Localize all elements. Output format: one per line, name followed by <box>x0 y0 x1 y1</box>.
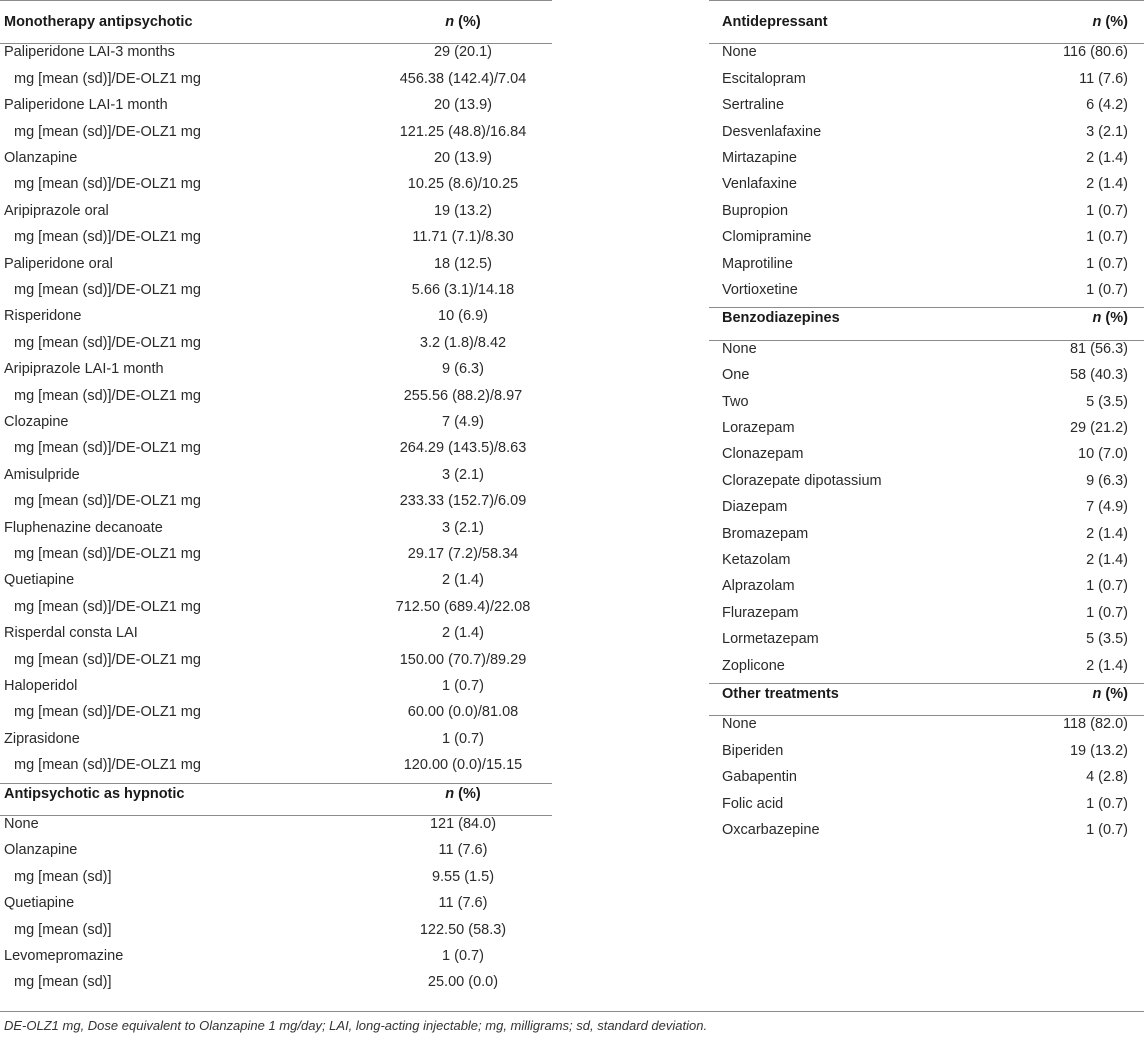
table-row <box>709 441 1144 467</box>
cell-value: 1 (0.7) <box>442 678 484 694</box>
row-label: Clonazepam <box>722 446 804 463</box>
section-header-label: Monotherapy antipsychotic <box>4 14 193 30</box>
table-row <box>0 409 552 435</box>
table-row <box>709 547 1144 573</box>
section-header-label: Antidepressant <box>722 14 828 30</box>
table-row <box>0 890 552 916</box>
row-label: mg [mean (sd)] <box>14 868 112 885</box>
column-header-n: n <box>1092 686 1102 702</box>
column-header-percent: (%) <box>454 785 481 802</box>
row-label: Olanzapine <box>4 150 78 166</box>
cell-value: 2 (1.4) <box>442 625 484 642</box>
column-header-percent: (%) <box>454 14 481 30</box>
column-header-n: n <box>445 14 455 30</box>
table-row <box>0 969 552 995</box>
row-label: Zoplicone <box>722 657 785 674</box>
table-row <box>0 620 552 646</box>
row-label: Mirtazapine <box>722 150 797 166</box>
table-row <box>709 738 1144 764</box>
row-label: Lormetazepam <box>722 631 819 648</box>
row-label: mg [mean (sd)]/DE-OLZ1 mg <box>14 546 201 562</box>
table-row <box>709 389 1144 415</box>
row-label: Levomepromazine <box>4 948 124 964</box>
cell-value: 19 (13.2) <box>433 202 493 219</box>
section-header-row <box>709 681 1144 707</box>
row-label: mg [mean (sd)]/DE-OLZ1 mg <box>14 282 201 298</box>
table-row <box>0 435 552 461</box>
row-label: mg [mean (sd)]/DE-OLZ1 mg <box>14 440 201 457</box>
table-row <box>709 600 1144 626</box>
row-label: Desvenlafaxine <box>722 123 822 140</box>
table-row <box>0 515 552 541</box>
table-row <box>0 92 552 118</box>
cell-value: 150.00 (70.7)/89.29 <box>399 651 527 668</box>
table-row <box>0 567 552 593</box>
row-label: mg [mean (sd)]/DE-OLZ1 mg <box>14 123 201 140</box>
cell-value: 122.50 (58.3) <box>419 921 507 938</box>
cell-value: 121.25 (48.8)/16.84 <box>399 123 527 140</box>
cell-value: 255.56 (88.2)/8.97 <box>403 387 523 404</box>
row-label: Clorazepate dipotassium <box>722 472 882 489</box>
row-label: Diazepam <box>722 499 788 516</box>
table-row <box>0 383 552 409</box>
section-header-row <box>0 9 552 35</box>
row-label: Flurazepam <box>722 604 799 621</box>
row-label: Paliperidone oral <box>4 255 113 272</box>
cell-value: 25.00 (0.0) <box>427 974 499 991</box>
table-row <box>709 224 1144 250</box>
cell-value: 29 (20.1) <box>433 44 493 61</box>
cell-value: 120.00 (0.0)/15.15 <box>403 757 523 774</box>
table-row <box>0 119 552 145</box>
cell-value: 2 (1.4) <box>1086 150 1128 166</box>
cell-value: 5 (3.5) <box>1086 631 1128 648</box>
row-label: Ketazolam <box>722 552 791 568</box>
table-row <box>709 277 1144 303</box>
table-row <box>709 573 1144 599</box>
section-header-label: Antipsychotic as hypnotic <box>4 785 185 802</box>
row-label: Quetiapine <box>4 895 75 912</box>
table-row <box>709 251 1144 277</box>
table-row <box>0 66 552 92</box>
table-row <box>709 119 1144 145</box>
bottom-rule <box>0 1011 1144 1012</box>
cell-value: 5 (3.5) <box>1086 393 1128 410</box>
row-label: None <box>722 44 757 61</box>
section-header-label: Other treatments <box>722 686 839 702</box>
cell-value: 1 (0.7) <box>1086 202 1128 219</box>
section-divider <box>709 683 1144 684</box>
row-label: mg [mean (sd)]/DE-OLZ1 mg <box>14 598 201 615</box>
cell-value: 6 (4.2) <box>1086 97 1128 114</box>
cell-value: 2 (1.4) <box>442 572 484 589</box>
row-label: mg [mean (sd)]/DE-OLZ1 mg <box>14 387 201 404</box>
row-label: mg [mean (sd)]/DE-OLZ1 mg <box>14 493 201 510</box>
row-label: Fluphenazine decanoate <box>4 519 163 536</box>
row-label: Escitalopram <box>722 70 806 87</box>
cell-value: 456.38 (142.4)/7.04 <box>399 70 527 87</box>
table-row <box>0 171 552 197</box>
table-row <box>0 145 552 171</box>
row-label: None <box>722 340 757 357</box>
column-header-percent: (%) <box>1101 686 1128 702</box>
cell-value: 5.66 (3.1)/14.18 <box>411 282 515 298</box>
row-label: Paliperidone LAI-1 month <box>4 97 168 114</box>
row-label: Olanzapine <box>4 842 78 859</box>
row-label: Bromazepam <box>722 525 809 542</box>
table-row <box>709 415 1144 441</box>
cell-value: 20 (13.9) <box>433 150 493 166</box>
cell-value: 29.17 (7.2)/58.34 <box>407 546 519 562</box>
table-row <box>0 864 552 890</box>
cell-value: 20 (13.9) <box>433 97 493 114</box>
row-label: Amisulpride <box>4 466 80 483</box>
cell-value: 712.50 (689.4)/22.08 <box>395 598 531 615</box>
row-label: Sertraline <box>722 97 785 114</box>
cell-value: 121 (84.0) <box>429 816 497 832</box>
table-row <box>0 752 552 778</box>
left_sections-top-rule <box>0 0 552 1</box>
cell-value: 1 (0.7) <box>1086 578 1128 595</box>
cell-value: 233.33 (152.7)/6.09 <box>399 493 527 510</box>
column-header-percent: (%) <box>1101 14 1128 30</box>
row-label: Folic acid <box>722 795 784 812</box>
cell-value: 4 (2.8) <box>1086 769 1128 786</box>
cell-value: 3 (2.1) <box>442 466 484 483</box>
table-row <box>0 594 552 620</box>
cell-value: 2 (1.4) <box>1086 525 1128 542</box>
cell-value: 11 (7.6) <box>438 895 488 912</box>
row-label: Maprotiline <box>722 255 793 272</box>
cell-value: 11 (7.6) <box>438 842 488 859</box>
section-header-row <box>709 305 1144 331</box>
section-header-rule <box>709 340 1144 341</box>
cell-value: 60.00 (0.0)/81.08 <box>407 704 519 721</box>
table-row <box>0 673 552 699</box>
table-row <box>709 92 1144 118</box>
cell-value: 1 (0.7) <box>1086 229 1128 246</box>
cell-value: 11 (7.6) <box>1079 70 1128 87</box>
row-label: Haloperidol <box>4 678 78 694</box>
table-row <box>0 647 552 673</box>
section-header-rule <box>709 715 1144 716</box>
row-label: Bupropion <box>722 202 789 219</box>
row-label: mg [mean (sd)]/DE-OLZ1 mg <box>14 176 201 193</box>
column-header-n-percent <box>1093 305 1128 331</box>
cell-value: 58 (40.3) <box>1069 367 1128 384</box>
row-label: mg [mean (sd)]/DE-OLZ1 mg <box>14 704 201 721</box>
cell-value: 7 (4.9) <box>1086 499 1128 516</box>
table-row <box>0 699 552 725</box>
table-row <box>0 541 552 567</box>
cell-value: 1 (0.7) <box>1086 282 1128 298</box>
row-label: Biperiden <box>722 742 784 759</box>
row-label: mg [mean (sd)]/DE-OLZ1 mg <box>14 229 201 246</box>
cell-value: 3 (2.1) <box>1086 123 1128 140</box>
section-divider <box>0 783 552 784</box>
row-label: mg [mean (sd)]/DE-OLZ1 mg <box>14 70 201 87</box>
row-label: mg [mean (sd)]/DE-OLZ1 mg <box>14 651 201 668</box>
table-row <box>709 171 1144 197</box>
cell-value: 2 (1.4) <box>1086 657 1128 674</box>
table-footnote: DE-OLZ1 mg, Dose equivalent to Olanzapine 1 mg/day; LAI, long-acting injectable; mg, milligrams; sd, standard deviation. <box>4 1018 708 1033</box>
row-label: None <box>722 716 757 733</box>
cell-value: 1 (0.7) <box>1086 604 1128 621</box>
row-label: Quetiapine <box>4 572 75 589</box>
row-label: mg [mean (sd)]/DE-OLZ1 mg <box>14 334 201 351</box>
cell-value: 9.55 (1.5) <box>431 868 495 885</box>
cell-value: 10 (6.9) <box>438 308 488 325</box>
right_sections-top-rule <box>709 0 1144 1</box>
row-label: Lorazepam <box>722 420 795 436</box>
table-row <box>0 356 552 382</box>
cell-value: 18 (12.5) <box>433 255 493 272</box>
table-row <box>709 468 1144 494</box>
row-label: Ziprasidone <box>4 730 80 747</box>
column-header-n-percent <box>445 781 480 807</box>
section-divider <box>709 307 1144 308</box>
row-label: Vortioxetine <box>722 282 798 298</box>
table-row <box>709 764 1144 790</box>
column-header-n-percent <box>445 9 480 35</box>
table-row <box>0 726 552 752</box>
cell-value: 1 (0.7) <box>1086 795 1128 812</box>
table-row <box>0 277 552 303</box>
row-label: Venlafaxine <box>722 176 797 193</box>
table-row <box>709 66 1144 92</box>
table-row <box>0 917 552 943</box>
table-row <box>0 224 552 250</box>
row-label: None <box>4 816 39 832</box>
row-label: Alprazolam <box>722 578 795 595</box>
row-label: Risperdal consta LAI <box>4 625 138 642</box>
table-row <box>709 791 1144 817</box>
cell-value: 19 (13.2) <box>1069 742 1128 759</box>
section-header-row <box>709 9 1144 35</box>
table-row <box>0 251 552 277</box>
section-header-rule <box>0 43 552 44</box>
section-header-row <box>0 781 552 807</box>
table-row <box>709 521 1144 547</box>
cell-value: 264.29 (143.5)/8.63 <box>399 440 527 457</box>
section-header-rule <box>709 43 1144 44</box>
row-label: Aripiprazole oral <box>4 202 109 219</box>
table-row <box>709 362 1144 388</box>
row-label: Paliperidone LAI-3 months <box>4 44 175 61</box>
row-label: mg [mean (sd)]/DE-OLZ1 mg <box>14 757 201 774</box>
cell-value: 116 (80.6) <box>1062 44 1128 61</box>
column-header-percent: (%) <box>1101 310 1128 327</box>
row-label: Oxcarbazepine <box>722 822 820 838</box>
column-header-n-percent <box>1093 9 1128 35</box>
row-label: Clomipramine <box>722 229 812 246</box>
row-label: mg [mean (sd)] <box>14 921 112 938</box>
table-row <box>0 943 552 969</box>
table-row <box>709 817 1144 843</box>
column-header-n: n <box>1092 310 1102 327</box>
table-row <box>709 626 1144 652</box>
table-row <box>709 494 1144 520</box>
cell-value: 9 (6.3) <box>1086 472 1128 489</box>
cell-value: 7 (4.9) <box>442 414 484 430</box>
table-row <box>0 837 552 863</box>
cell-value: 81 (56.3) <box>1069 340 1128 357</box>
table-row <box>0 198 552 224</box>
row-label: Clozapine <box>4 414 69 430</box>
row-label: mg [mean (sd)] <box>14 974 112 991</box>
cell-value: 2 (1.4) <box>1086 552 1128 568</box>
table-row <box>0 462 552 488</box>
section-header-label: Benzodiazepines <box>722 310 840 327</box>
cell-value: 3.2 (1.8)/8.42 <box>419 334 507 351</box>
column-header-n: n <box>445 785 455 802</box>
row-label: Risperidone <box>4 308 82 325</box>
table-row <box>709 198 1144 224</box>
column-header-n-percent <box>1093 681 1128 707</box>
table-row <box>0 330 552 356</box>
table-row <box>0 488 552 514</box>
cell-value: 1 (0.7) <box>1086 822 1128 838</box>
section-header-rule <box>0 815 552 816</box>
cell-value: 1 (0.7) <box>442 948 484 964</box>
row-label: Aripiprazole LAI-1 month <box>4 361 164 378</box>
column-header-n: n <box>1092 14 1102 30</box>
cell-value: 1 (0.7) <box>1086 255 1128 272</box>
table-row <box>709 653 1144 679</box>
cell-value: 10.25 (8.6)/10.25 <box>407 176 519 193</box>
table-row <box>0 303 552 329</box>
cell-value: 1 (0.7) <box>442 730 484 747</box>
row-label: Two <box>722 393 749 410</box>
cell-value: 11.71 (7.1)/8.30 <box>412 229 514 246</box>
cell-value: 10 (7.0) <box>1078 446 1128 463</box>
table-row <box>709 145 1144 171</box>
cell-value: 118 (82.0) <box>1062 716 1128 733</box>
cell-value: 29 (21.2) <box>1069 420 1128 436</box>
row-label: One <box>722 367 750 384</box>
cell-value: 3 (2.1) <box>442 519 484 536</box>
row-label: Gabapentin <box>722 769 797 786</box>
cell-value: 2 (1.4) <box>1086 176 1128 193</box>
cell-value: 9 (6.3) <box>442 361 484 378</box>
